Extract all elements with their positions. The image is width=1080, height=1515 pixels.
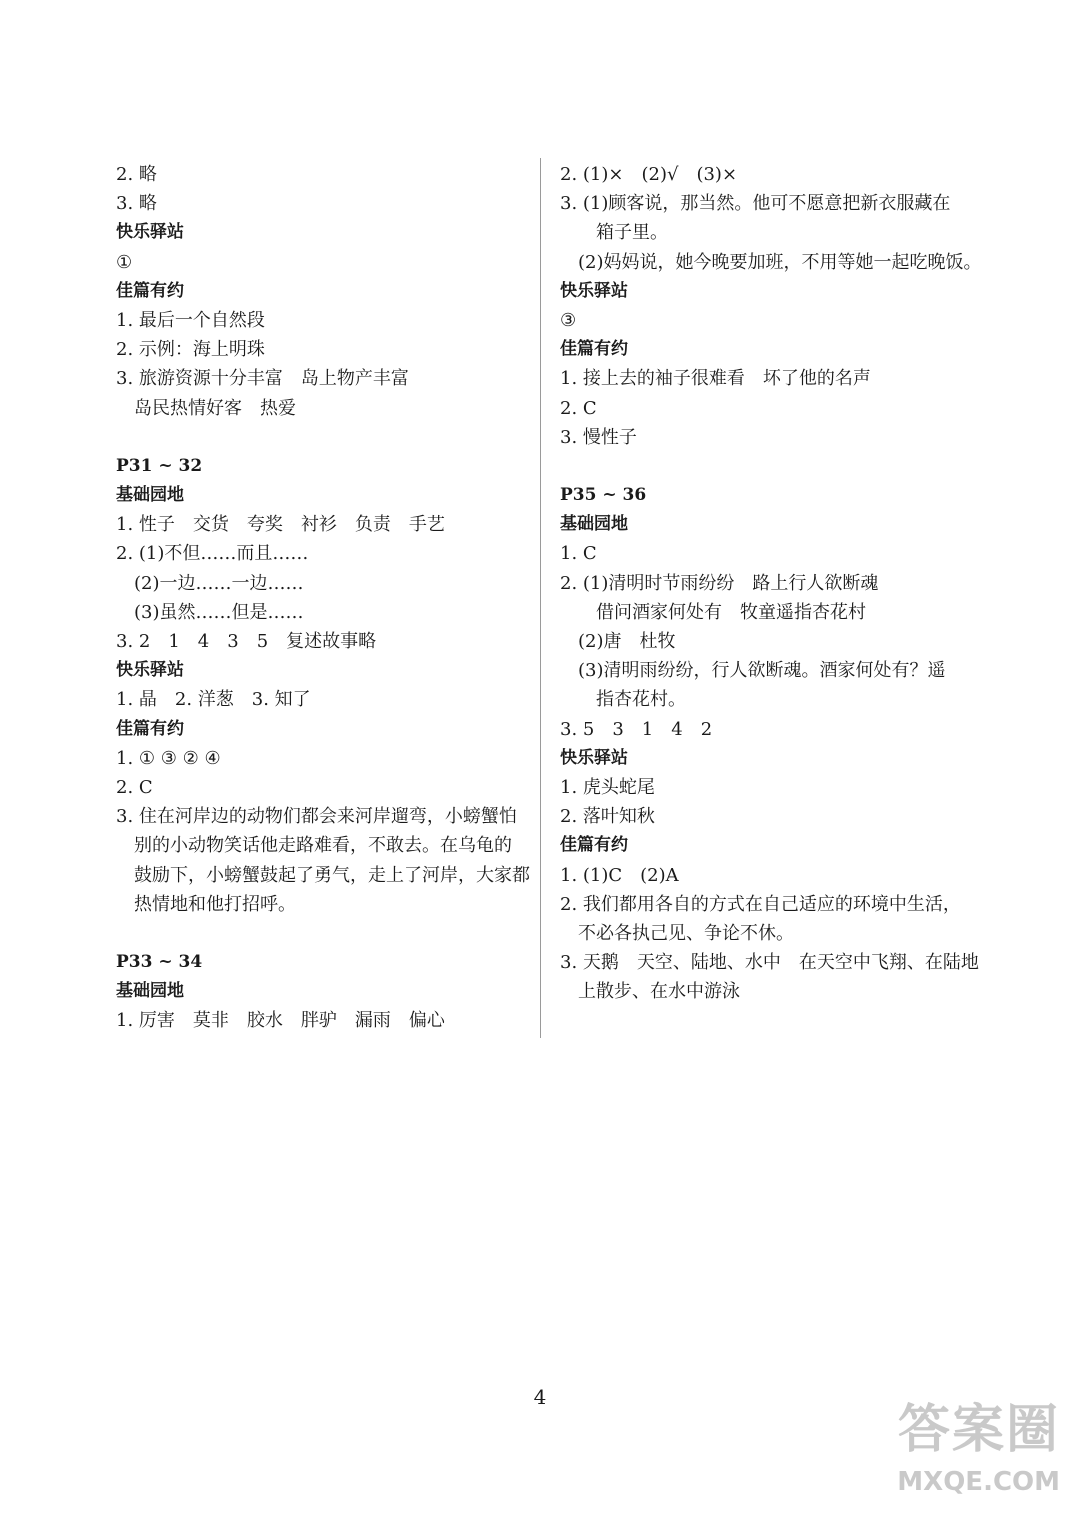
- page-number: 4: [533, 1385, 547, 1409]
- answer-line: 1. 接上去的袖子很难看 坏了他的名声: [560, 368, 871, 390]
- page-range-heading: P33 ~ 34: [116, 952, 203, 973]
- section-heading: 快乐驿站: [560, 747, 628, 768]
- answer-line: 1. (1)C (2)A: [560, 864, 679, 886]
- answer-line: 2. (1)清明时节雨纷纷 路上行人欲断魂: [560, 572, 879, 594]
- answer-line: 1. 性子 交货 夸奖 衬衫 负责 手艺: [116, 514, 445, 536]
- section-gap: [116, 919, 526, 948]
- section-heading: 佳篇有约: [116, 718, 184, 739]
- answer-line: 1. 最后一个自然段: [116, 309, 265, 331]
- answer-line: 3. (1)顾客说，那当然。他可不愿意把新衣服藏在: [560, 193, 951, 215]
- section-heading: 基础园地: [560, 514, 628, 535]
- answer-line: 2. 我们都用各自的方式在自己适应的环境中生活，: [560, 893, 961, 915]
- section-heading: 快乐驿站: [116, 222, 184, 243]
- page-range-heading: P31 ~ 32: [116, 455, 203, 476]
- right-column: [560, 160, 980, 1006]
- page-range-heading: P35 ~ 36: [560, 485, 647, 506]
- section-heading: 快乐驿站: [116, 660, 184, 681]
- answer-line: 3. 略: [116, 193, 157, 215]
- answer-line: (3)虽然……但是……: [134, 601, 304, 623]
- section-heading: 佳篇有约: [560, 339, 628, 360]
- answer-line: ①: [116, 251, 133, 273]
- answer-line: 3. 住在河岸边的动物们都会来河岸遛弯，小螃蟹怕: [116, 806, 517, 828]
- left-column: [116, 160, 530, 1036]
- answer-line: (3)清明雨纷纷，行人欲断魂。酒家何处有？遥: [578, 660, 946, 682]
- answer-line: 2. C: [560, 397, 597, 419]
- answer-line: 2. 略: [116, 164, 157, 185]
- section-gap: [116, 423, 526, 452]
- answer-line: 3. 旅游资源十分丰富 岛上物产丰富: [116, 368, 409, 390]
- answer-line: 鼓励下，小螃蟹鼓起了勇气，走上了河岸，大家都: [134, 864, 530, 886]
- answer-line: 3. 天鹅 天空、陆地、水中 在天空中飞翔、在陆地: [560, 952, 979, 974]
- answer-line: (2)一边……一边……: [134, 572, 304, 594]
- answer-line: 3. 5 3 1 4 2: [560, 718, 713, 740]
- section-gap: [560, 452, 980, 481]
- answer-line: 2. C: [116, 776, 153, 798]
- answer-line: 上散步、在水中游泳: [578, 981, 740, 1003]
- answer-line: 2. (1)× (2)√ (3)×: [560, 164, 738, 185]
- answer-line: 指杏花村。: [596, 689, 686, 711]
- answer-line: 1. 虎头蛇尾: [560, 776, 655, 798]
- watermark-logo: 答案圈: [897, 1400, 1060, 1460]
- answer-line: (2)唐 杜牧: [578, 631, 676, 652]
- answer-line: 不必各执己见、争论不休。: [578, 922, 794, 944]
- section-heading: 基础园地: [116, 981, 184, 1002]
- watermark-url: MXQE.COM: [897, 1467, 1060, 1497]
- answer-line: ③: [560, 309, 577, 331]
- answer-line: (2)妈妈说，她今晚要加班，不用等她一起吃晚饭。: [578, 251, 982, 273]
- answer-line: 1. 晶 2. 洋葱 3. 知了: [116, 689, 311, 711]
- answer-line: 3. 慢性子: [560, 426, 637, 448]
- section-heading: 基础园地: [116, 485, 184, 506]
- answer-line: 2. 落叶知秋: [560, 806, 655, 828]
- answer-line: 1. C: [560, 543, 597, 565]
- answer-line: 箱子里。: [596, 222, 668, 244]
- answer-line: 别的小动物笑话他走路难看，不敢去。在乌龟的: [134, 835, 512, 857]
- answer-line: 2. 示例：海上明珠: [116, 339, 265, 361]
- section-heading: 佳篇有约: [116, 280, 184, 301]
- answer-line: 1. ① ③ ② ④: [116, 747, 221, 769]
- answer-line: 热情地和他打招呼。: [134, 893, 296, 915]
- answer-line: 3. 2 1 4 3 5 复述故事略: [116, 631, 377, 652]
- answer-line: 1. 厉害 莫非 胶水 胖驴 漏雨 偏心: [116, 1010, 445, 1032]
- answer-line: 岛民热情好客 热爱: [134, 397, 296, 419]
- section-heading: 佳篇有约: [560, 835, 628, 856]
- column-divider: [540, 158, 541, 1038]
- answer-line: 借问酒家何处有 牧童遥指杏花村: [596, 601, 866, 623]
- answer-line: 2. (1)不但……而且……: [116, 543, 309, 565]
- watermark: [890, 1387, 1060, 1497]
- section-heading: 快乐驿站: [560, 280, 628, 301]
